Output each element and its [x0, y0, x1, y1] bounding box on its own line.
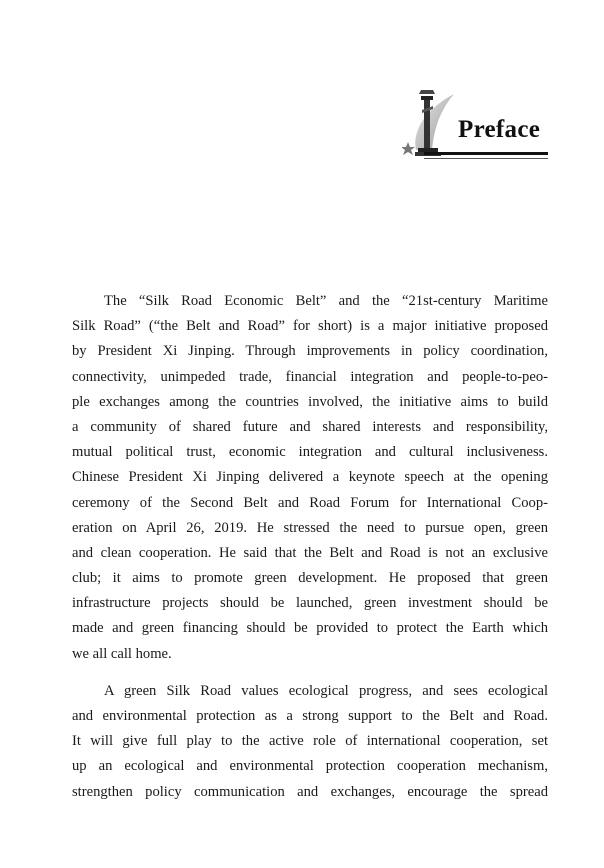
text-line: and clean cooperation. He said that the Belt and Road is not an exclusive	[72, 544, 548, 561]
text-line: up an ecological and environmental protection cooperation mechanism,	[72, 758, 548, 775]
text-line: strengthen policy communication and exchanges, encourage the spread	[72, 783, 548, 800]
text-line: ceremony of the Second Belt and Road Forum for International Coop-	[72, 494, 548, 511]
text-line: A green Silk Road values ecological progress, and sees ecological	[104, 682, 548, 699]
text-line: Chinese President Xi Jinping delivered a keynote speech at the opening	[72, 469, 548, 486]
page-title: Preface	[458, 116, 541, 143]
chapter-header	[402, 88, 552, 168]
text-line: The “Silk Road Economic Belt” and the “21st-century Maritime	[104, 293, 548, 309]
text-line: club; it aims to promote green development. He proposed that green	[72, 570, 548, 587]
text-line: we all call home.	[72, 645, 172, 662]
body-text	[72, 289, 548, 805]
paragraph-gap	[72, 667, 548, 679]
title-rule	[424, 152, 548, 155]
text-line: and environmental protection as a strong support to the Belt and Road.	[72, 708, 548, 724]
text-line: connectivity, unimpeded trade, financial integration and people-to-peo-	[72, 368, 548, 385]
text-line: It will give full play to the active role of international cooperation, set	[72, 733, 548, 750]
text-line: eration on April 26, 2019. He stressed the need to pursue open, green	[72, 519, 548, 536]
text-line: ple exchanges among the countries involved, the initiative aims to build	[72, 393, 548, 410]
text-line: Silk Road” (“the Belt and Road” for short) is a major initiative proposed	[72, 318, 548, 335]
paragraph	[72, 679, 548, 805]
text-line: by President Xi Jinping. Through improvements in policy coordination,	[72, 343, 548, 360]
huabiao-pillar-icon	[402, 88, 462, 160]
title-rule-thin	[424, 158, 548, 159]
paragraph	[72, 289, 548, 667]
text-line: mutual political trust, economic integration and cultural inclusiveness.	[72, 444, 548, 461]
text-line: a community of shared future and shared interests and responsibility,	[72, 418, 548, 435]
text-line: infrastructure projects should be launched, green investment should be	[72, 595, 548, 612]
text-line: made and green financing should be provided to protect the Earth which	[72, 620, 548, 637]
